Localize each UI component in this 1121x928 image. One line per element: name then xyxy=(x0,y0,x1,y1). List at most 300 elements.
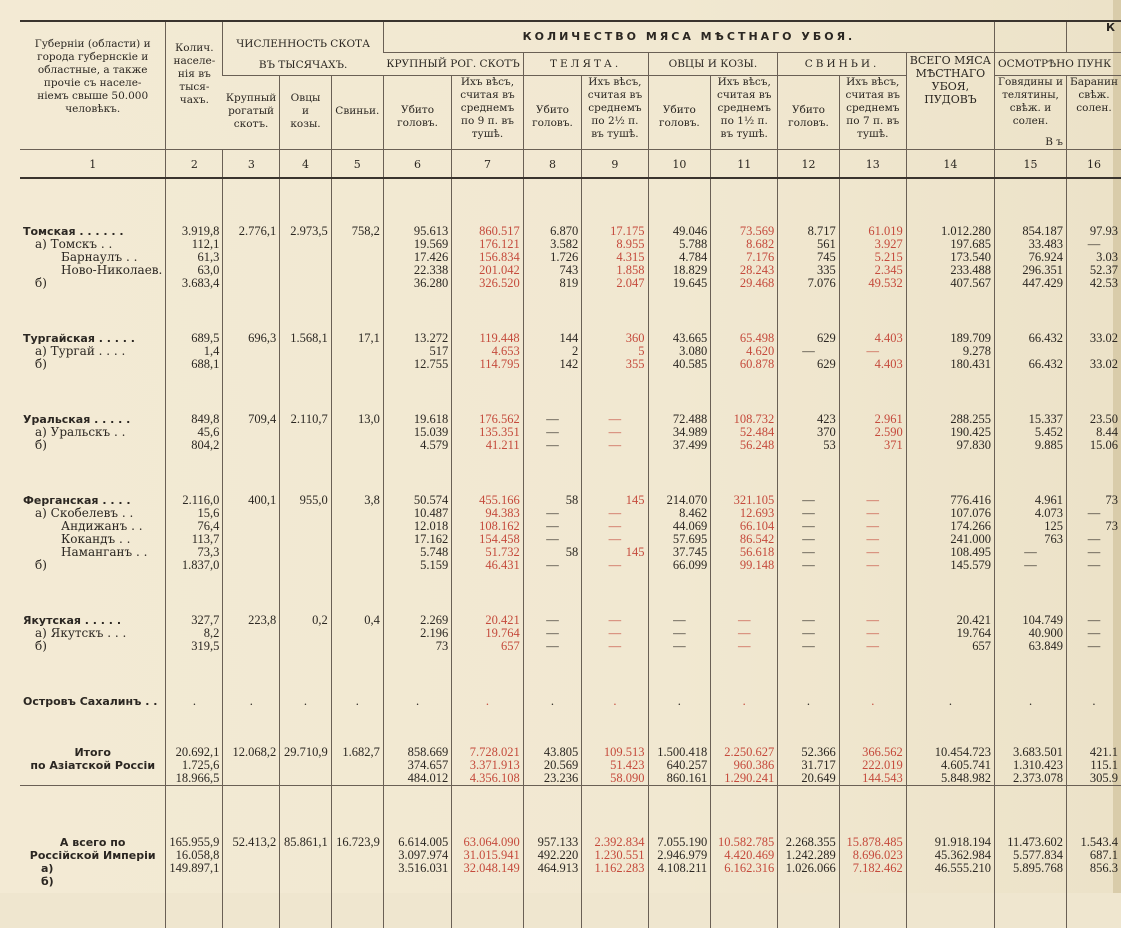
cell-value: 2.196 xyxy=(387,627,448,640)
cell-value: . xyxy=(387,695,448,708)
cell-value: 2 xyxy=(527,345,579,358)
data-cell xyxy=(1066,290,1121,371)
cell-value: 31.015.941 xyxy=(455,849,519,862)
cell-value: — xyxy=(527,559,579,572)
data-cell xyxy=(331,452,383,572)
region-name: Уральская . . . . . xyxy=(23,413,162,426)
header-livestock: ЧИСЛЕННОСТЬ СКОТА ВЪ ТЫСЯЧАХЪ. xyxy=(223,21,383,76)
data-cell xyxy=(582,178,648,290)
data-cell xyxy=(166,653,223,708)
data-cell xyxy=(280,371,331,452)
cell-value: 201.042 xyxy=(455,264,519,277)
cell-value: 56.618 xyxy=(714,546,774,559)
cell-value: 374.657 xyxy=(387,759,448,772)
cell-value: — xyxy=(1070,507,1118,520)
column-number: 13 xyxy=(839,150,906,179)
cell-value: 19.764 xyxy=(455,627,519,640)
cell-value: 5.159 xyxy=(387,559,448,572)
data-cell xyxy=(223,178,280,290)
cell-value: 335 xyxy=(781,264,836,277)
cell-value: 5.748 xyxy=(387,546,448,559)
cell-value: 108.495 xyxy=(910,546,991,559)
cell-value: — xyxy=(781,494,836,507)
cell-value: 76,4 xyxy=(169,520,219,533)
cell-value: 66.099 xyxy=(652,559,708,572)
cell-value: 561 xyxy=(781,238,836,251)
cell-value: — xyxy=(527,614,579,627)
row-label xyxy=(20,653,166,708)
cell-value: 165.955,9 xyxy=(169,836,219,849)
cell-value: 51.732 xyxy=(455,546,519,559)
region-name: А всего по xyxy=(23,836,162,849)
cell-value: 9.885 xyxy=(998,439,1063,452)
cell-value: — xyxy=(998,546,1063,559)
cell-value: 107.076 xyxy=(910,507,991,520)
data-cell xyxy=(1066,371,1121,452)
cell-value: — xyxy=(1070,614,1118,627)
data-cell xyxy=(452,708,523,786)
cell-value: 12.018 xyxy=(387,520,448,533)
cell-value: 42.53 xyxy=(1070,277,1118,290)
cell-value: — xyxy=(1070,640,1118,653)
cell-value: . xyxy=(585,695,644,708)
cell-value: — xyxy=(585,507,644,520)
table-row xyxy=(20,572,1121,653)
data-cell xyxy=(223,452,280,572)
cell-value: 2.047 xyxy=(585,277,644,290)
header-inspected-beef: Говядины и телятины, свѣж. и солен. В ъ xyxy=(995,76,1067,150)
cell-value: 50.574 xyxy=(387,494,448,507)
column-number: 3 xyxy=(223,150,280,179)
data-cell xyxy=(711,452,778,572)
data-cell xyxy=(452,572,523,653)
cell-value: 33.02 xyxy=(1070,358,1118,371)
data-cell xyxy=(452,371,523,452)
data-cell xyxy=(223,653,280,708)
column-number: 16 xyxy=(1066,150,1121,179)
cell-value: 2.961 xyxy=(843,413,903,426)
cell-value: 58.090 xyxy=(585,772,644,785)
cell-value: 33.483 xyxy=(998,238,1063,251)
cell-value: 3.097.974 xyxy=(387,849,448,862)
data-cell xyxy=(331,371,383,452)
cell-value: 2.392.834 xyxy=(585,836,644,849)
region-name: Наманганъ . . xyxy=(23,546,162,559)
region-name: Итого xyxy=(23,746,162,759)
cell-value: — xyxy=(585,627,644,640)
cell-value: — xyxy=(527,507,579,520)
cell-value: 464.913 xyxy=(527,862,579,875)
cell-value: 321.105 xyxy=(714,494,774,507)
data-cell xyxy=(331,290,383,371)
cell-value: 657 xyxy=(455,640,519,653)
cell-value: — xyxy=(781,533,836,546)
cell-value: — xyxy=(1070,546,1118,559)
data-cell xyxy=(280,653,331,708)
cell-value: 197.685 xyxy=(910,238,991,251)
cell-value: 11.473.602 xyxy=(998,836,1063,849)
cell-value: 3.582 xyxy=(527,238,579,251)
data-cell xyxy=(523,178,582,290)
cell-value: 4.108.211 xyxy=(652,862,708,875)
data-cell xyxy=(383,290,451,371)
cell-value: 370 xyxy=(781,426,836,439)
cell-value: 1.230.551 xyxy=(585,849,644,862)
cell-value: 49.532 xyxy=(843,277,903,290)
header-inspected: ОСМОТРѢНО ПУНК xyxy=(995,53,1121,76)
cell-value: — xyxy=(998,559,1063,572)
data-cell xyxy=(648,452,711,572)
cell-value: 4.420.469 xyxy=(714,849,774,862)
cell-value: — xyxy=(781,559,836,572)
cell-value: — xyxy=(585,520,644,533)
data-cell xyxy=(648,786,711,889)
cell-value: 7.055.190 xyxy=(652,836,708,849)
cell-value: 4.605.741 xyxy=(910,759,991,772)
cell-value: 5.215 xyxy=(843,251,903,264)
cell-value: 144 xyxy=(527,332,579,345)
cell-value: 73 xyxy=(1070,494,1118,507)
cell-value: 1,4 xyxy=(169,345,219,358)
cell-value: 41.211 xyxy=(455,439,519,452)
column-number: 10 xyxy=(648,150,711,179)
data-cell xyxy=(906,708,994,786)
cell-value: 455.166 xyxy=(455,494,519,507)
data-cell xyxy=(331,178,383,290)
cell-value: 23.50 xyxy=(1070,413,1118,426)
cell-value: 8.955 xyxy=(585,238,644,251)
table-row xyxy=(20,290,1121,371)
cell-value: 2.110,7 xyxy=(283,413,327,426)
data-cell xyxy=(523,371,582,452)
cell-value: 1.162.283 xyxy=(585,862,644,875)
cell-value: 97.830 xyxy=(910,439,991,452)
cell-value: 45,6 xyxy=(169,426,219,439)
data-cell xyxy=(906,452,994,572)
cell-value: 63,0 xyxy=(169,264,219,277)
cell-value: 288.255 xyxy=(910,413,991,426)
data-cell xyxy=(778,708,840,786)
header-killed-calves: Убито головъ. xyxy=(523,76,582,150)
column-number: 11 xyxy=(711,150,778,179)
data-cell xyxy=(582,452,648,572)
cell-value: — xyxy=(527,520,579,533)
cell-value: 173.540 xyxy=(910,251,991,264)
cell-value: 758,2 xyxy=(335,225,380,238)
cell-value: 29.710,9 xyxy=(283,746,327,759)
data-cell xyxy=(383,708,451,786)
cell-value: . xyxy=(226,695,276,708)
data-cell xyxy=(452,290,523,371)
cell-value: 8,2 xyxy=(169,627,219,640)
cell-value: 492.220 xyxy=(527,849,579,862)
data-cell xyxy=(166,290,223,371)
cell-value: — xyxy=(527,426,579,439)
cell-value: 804,2 xyxy=(169,439,219,452)
cell-value: 52.413,2 xyxy=(226,836,276,849)
cell-value: 407.567 xyxy=(910,277,991,290)
cell-value: 61,3 xyxy=(169,251,219,264)
cell-value: 447.429 xyxy=(998,277,1063,290)
row-label xyxy=(20,178,166,290)
cell-value: 5.577.834 xyxy=(998,849,1063,862)
data-cell xyxy=(1066,708,1121,786)
data-cell xyxy=(778,290,840,371)
data-cell xyxy=(1066,452,1121,572)
header-weight-pigs: Ихъ вѣсъ, считая въ среднемъ по 7 п. въ тушѣ. xyxy=(839,76,906,150)
column-number: 7 xyxy=(452,150,523,179)
data-cell xyxy=(166,786,223,889)
empty-cell xyxy=(280,888,331,928)
cell-value: 10.487 xyxy=(387,507,448,520)
cell-value: 4.784 xyxy=(652,251,708,264)
cell-value: — xyxy=(585,640,644,653)
cell-value: 6.870 xyxy=(527,225,579,238)
data-cell xyxy=(452,452,523,572)
cell-value: 5.788 xyxy=(652,238,708,251)
cell-value: 4.315 xyxy=(585,251,644,264)
cell-value: 7.176 xyxy=(714,251,774,264)
cell-value: 688,1 xyxy=(169,358,219,371)
cell-value: 15.878.485 xyxy=(843,836,903,849)
cell-value: 66.432 xyxy=(998,358,1063,371)
cell-value: 20.649 xyxy=(781,772,836,785)
data-cell xyxy=(778,572,840,653)
cell-value: 45.362.984 xyxy=(910,849,991,862)
cell-value: 61.019 xyxy=(843,225,903,238)
cell-value: 86.542 xyxy=(714,533,774,546)
cell-value: 73.569 xyxy=(714,225,774,238)
data-cell xyxy=(223,572,280,653)
cell-value: 190.425 xyxy=(910,426,991,439)
data-cell xyxy=(906,290,994,371)
cell-value: — xyxy=(781,345,836,358)
data-cell xyxy=(523,572,582,653)
cell-value: 1.725,6 xyxy=(169,759,219,772)
cell-value: 119.448 xyxy=(455,332,519,345)
table-row xyxy=(20,452,1121,572)
data-cell xyxy=(839,708,906,786)
cell-value: 0,2 xyxy=(283,614,327,627)
cell-value: 53 xyxy=(781,439,836,452)
empty-cell xyxy=(778,888,840,928)
region-name: а) Якутскъ . . . xyxy=(23,627,162,640)
cell-value: 222.019 xyxy=(843,759,903,772)
cell-value: 145.579 xyxy=(910,559,991,572)
row-label xyxy=(20,371,166,452)
cell-value: 17.175 xyxy=(585,225,644,238)
cell-value: — xyxy=(843,533,903,546)
cell-value: 327,7 xyxy=(169,614,219,627)
data-cell xyxy=(906,178,994,290)
column-number: 14 xyxy=(906,150,994,179)
cell-value: . xyxy=(910,695,991,708)
cell-value: 3.03 xyxy=(1070,251,1118,264)
cell-value: 4.356.108 xyxy=(455,772,519,785)
cell-value: 149.897,1 xyxy=(169,862,219,875)
cell-value: 12.693 xyxy=(714,507,774,520)
cell-value: 7.182.462 xyxy=(843,862,903,875)
cell-value: 144.543 xyxy=(843,772,903,785)
header-population: Колич. населе- нія въ тыся- чахъ. xyxy=(166,21,223,150)
data-cell xyxy=(778,371,840,452)
data-cell xyxy=(648,708,711,786)
cell-value: 72.488 xyxy=(652,413,708,426)
cell-value: 51.423 xyxy=(585,759,644,772)
cell-value: 9.278 xyxy=(910,345,991,358)
data-cell xyxy=(523,708,582,786)
cell-value: 2.345 xyxy=(843,264,903,277)
empty-cell xyxy=(1066,888,1121,928)
header-total-meat-top xyxy=(995,21,1067,53)
cell-value: — xyxy=(781,627,836,640)
cell-value: 689,5 xyxy=(169,332,219,345)
cell-value: 4.403 xyxy=(843,332,903,345)
cell-value: — xyxy=(527,627,579,640)
region-name: Кокандъ . . xyxy=(23,533,162,546)
data-cell xyxy=(582,708,648,786)
region-name: Барнаулъ . . xyxy=(23,251,162,264)
region-name: б) xyxy=(23,277,162,290)
cell-value: 99.148 xyxy=(714,559,774,572)
empty-cell xyxy=(648,888,711,928)
cell-value: 109.513 xyxy=(585,746,644,759)
cell-value: . xyxy=(455,695,519,708)
cell-value: 189.709 xyxy=(910,332,991,345)
region-name: а) Томскъ . . xyxy=(23,238,162,251)
cell-value: 32.048.149 xyxy=(455,862,519,875)
cell-value: 12.755 xyxy=(387,358,448,371)
cell-value: — xyxy=(527,640,579,653)
cell-value: 52.366 xyxy=(781,746,836,759)
data-cell xyxy=(995,290,1067,371)
cell-value: 8.696.023 xyxy=(843,849,903,862)
cell-value: 355 xyxy=(585,358,644,371)
cell-value: — xyxy=(1070,533,1118,546)
cell-value: 19.569 xyxy=(387,238,448,251)
cell-value: 955,0 xyxy=(283,494,327,507)
data-cell xyxy=(280,708,331,786)
header-livestock-cattle: Крупный рогатый скотъ. xyxy=(223,76,280,150)
data-cell xyxy=(839,653,906,708)
cell-value: — xyxy=(843,614,903,627)
empty-cell xyxy=(523,888,582,928)
cell-value: 2.973,5 xyxy=(283,225,327,238)
empty-cell xyxy=(166,888,223,928)
header-livestock-pigs: Свиньи. xyxy=(331,76,383,150)
header-killed-cattle: Убито головъ. xyxy=(383,76,451,150)
header-right-title: К xyxy=(1066,21,1121,53)
header-meat-title: КОЛИЧЕСТВО МЯСА МѢСТНАГО УБОЯ. xyxy=(383,21,994,53)
cell-value: 2.268.355 xyxy=(781,836,836,849)
cell-value: 40.900 xyxy=(998,627,1063,640)
data-cell xyxy=(711,178,778,290)
data-cell xyxy=(223,786,280,889)
cell-value: 819 xyxy=(527,277,579,290)
cell-value: 484.012 xyxy=(387,772,448,785)
cell-value: . xyxy=(998,695,1063,708)
data-cell xyxy=(839,371,906,452)
cell-value: 1.543.4 xyxy=(1070,836,1118,849)
cell-value: 19.764 xyxy=(910,627,991,640)
cell-value: 849,8 xyxy=(169,413,219,426)
cell-value: 223,8 xyxy=(226,614,276,627)
cell-value: 20.569 xyxy=(527,759,579,772)
cell-value: 1.726 xyxy=(527,251,579,264)
data-cell xyxy=(166,452,223,572)
cell-value: 233.488 xyxy=(910,264,991,277)
empty-cell xyxy=(839,888,906,928)
cell-value: 49.046 xyxy=(652,225,708,238)
table-row-filler xyxy=(20,888,1121,928)
data-cell xyxy=(166,708,223,786)
cell-value: 856.3 xyxy=(1070,862,1118,875)
cell-value: — xyxy=(1070,559,1118,572)
data-cell xyxy=(452,178,523,290)
cell-value: 22.338 xyxy=(387,264,448,277)
data-cell xyxy=(383,371,451,452)
data-cell xyxy=(995,452,1067,572)
cell-value: 176.121 xyxy=(455,238,519,251)
cell-value: 73,3 xyxy=(169,546,219,559)
cell-value: 1.500.418 xyxy=(652,746,708,759)
cell-value: 18.829 xyxy=(652,264,708,277)
data-cell xyxy=(223,290,280,371)
header-region: Губерніи (области) и города губернскіе и областные, а также прочіе съ населе- ніемъ свыше 50.000 человѣкъ. xyxy=(20,21,166,150)
data-cell xyxy=(995,178,1067,290)
table-row xyxy=(20,653,1121,708)
cell-value: . xyxy=(283,695,327,708)
cell-value: . xyxy=(527,695,579,708)
data-cell xyxy=(778,178,840,290)
data-cell xyxy=(778,452,840,572)
data-cell xyxy=(906,653,994,708)
cell-value: 3,8 xyxy=(335,494,380,507)
cell-value: 65.498 xyxy=(714,332,774,345)
cell-value: 142 xyxy=(527,358,579,371)
column-number: 15 xyxy=(995,150,1067,179)
header-livestock-sheep: Овцы и козы. xyxy=(280,76,331,150)
header-weight-calves: Ихъ вѣсъ, считая въ среднемъ по 2½ п. въ тушѣ. xyxy=(582,76,648,150)
statistics-table xyxy=(20,20,1121,928)
cell-value: 19.618 xyxy=(387,413,448,426)
data-cell xyxy=(1066,653,1121,708)
column-number-row xyxy=(20,150,1121,179)
cell-value: 135.351 xyxy=(455,426,519,439)
cell-value: 176.562 xyxy=(455,413,519,426)
cell-value: 115.1 xyxy=(1070,759,1118,772)
data-cell xyxy=(906,371,994,452)
cell-value: 40.585 xyxy=(652,358,708,371)
header-killed-pigs: Убито головъ. xyxy=(778,76,840,150)
cell-value: 17.162 xyxy=(387,533,448,546)
column-number: 9 xyxy=(582,150,648,179)
cell-value: — xyxy=(843,559,903,572)
data-cell xyxy=(331,572,383,653)
region-name: а) Скобелевъ . . xyxy=(23,507,162,520)
empty-cell xyxy=(906,888,994,928)
cell-value: 63.064.090 xyxy=(455,836,519,849)
data-cell xyxy=(280,452,331,572)
header-inspected-mutton: Баранин свѣж. солен. xyxy=(1066,76,1121,150)
cell-value: 37.499 xyxy=(652,439,708,452)
empty-cell xyxy=(711,888,778,928)
cell-value: — xyxy=(843,627,903,640)
cell-value: 860.517 xyxy=(455,225,519,238)
data-cell xyxy=(280,178,331,290)
cell-value: 3.080 xyxy=(652,345,708,358)
cell-value: 33.02 xyxy=(1070,332,1118,345)
